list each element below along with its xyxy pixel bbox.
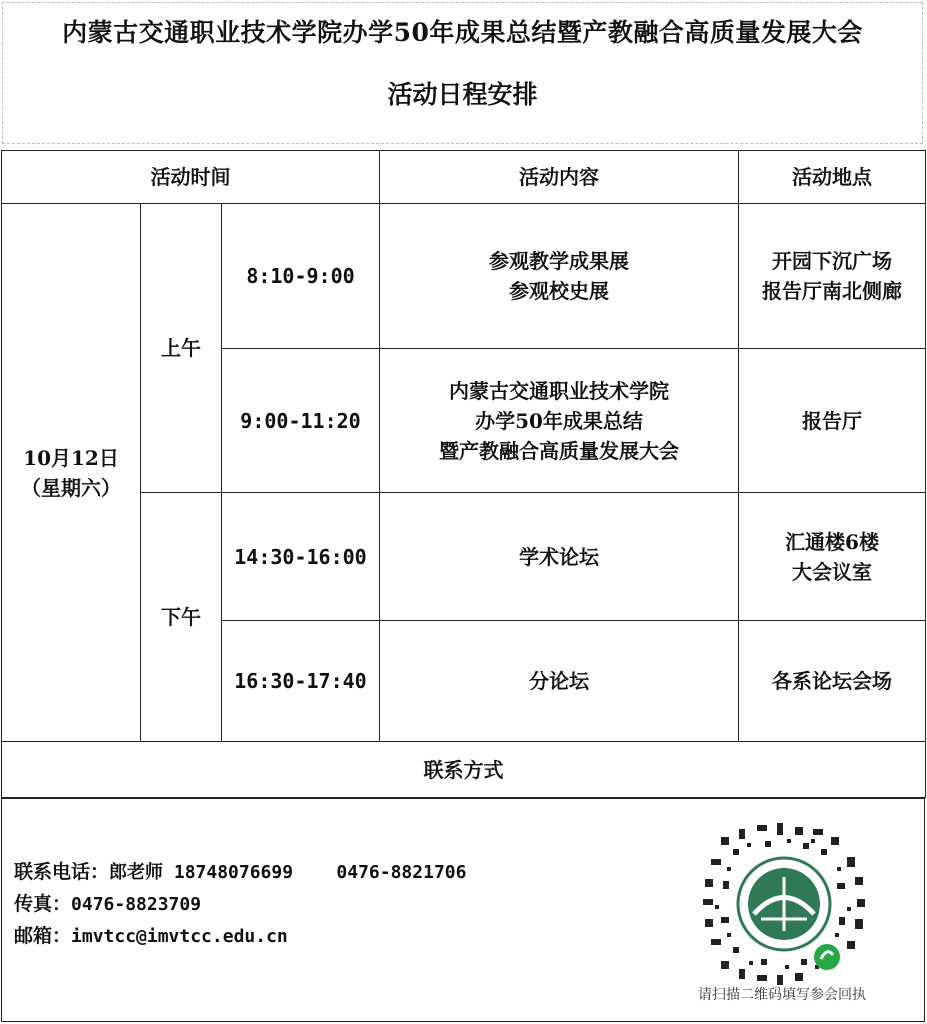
table-row [2,204,926,349]
title-area [2,2,923,144]
phone-line [14,857,466,884]
place-cell: 各系论坛会场 [739,621,926,742]
content-line: 参观教学成果展 [489,249,629,273]
place-cell: 报告厅 [739,349,926,493]
afternoon-cell: 下午 [141,493,222,742]
table-header-row [2,151,926,204]
time-cell: 14:30-16:00 [222,493,380,621]
fax-label: 传真： [14,893,72,915]
phone-label: 联系电话： [14,861,110,883]
place-line: 开园下沉广场 [772,249,892,273]
time-cell: 9:00-11:20 [222,349,380,493]
header-content: 活动内容 [380,151,739,204]
time-cell: 16:30-17:40 [222,621,380,742]
fax-line [14,889,201,916]
content-line: 参观校史展 [509,279,609,303]
email-value: imvtcc@imvtcc.edu.cn [71,926,288,947]
email-label: 邮箱： [14,925,72,947]
header-time: 活动时间 [2,151,380,204]
date-cell [2,204,141,742]
morning-cell: 上午 [141,204,222,493]
content-cell [380,349,739,493]
content-line: 内蒙古交通职业技术学院 [449,378,669,403]
phone-value: 郎老师 18748076699 0476-8821706 [109,862,467,883]
place-line: 大会议室 [792,559,872,584]
email-line [14,921,288,948]
date-text: 10月12日 [23,445,119,470]
place-line: 汇通楼6楼 [785,529,879,554]
place-line: 报告厅南北侧廊 [762,279,902,303]
time-cell: 8:10-9:00 [222,204,380,349]
content-cell [380,204,739,349]
contact-heading-row [2,742,926,798]
table-row [2,493,926,621]
qr-caption: 请扫描二维码填写参会回执 [698,987,866,1003]
content-line: 办学50年成果总结 [475,408,643,433]
contact-section [1,798,925,1022]
page-title: 内蒙古交通职业技术学院办学50年成果总结暨产教融合高质量发展大会 [62,18,863,47]
content-cell: 学术论坛 [380,493,739,621]
contact-heading: 联系方式 [2,742,926,798]
place-cell [739,493,926,621]
content-line: 暨产教融合高质量发展大会 [439,438,679,463]
page-subtitle: 活动日程安排 [387,80,538,109]
fax-value: 0476-8823709 [71,894,202,915]
header-place: 活动地点 [739,151,926,204]
content-cell: 分论坛 [380,621,739,742]
place-cell [739,204,926,349]
schedule-table [1,150,926,798]
weekday-text: （星期六） [21,475,121,500]
qr-code-icon[interactable] [699,819,869,989]
